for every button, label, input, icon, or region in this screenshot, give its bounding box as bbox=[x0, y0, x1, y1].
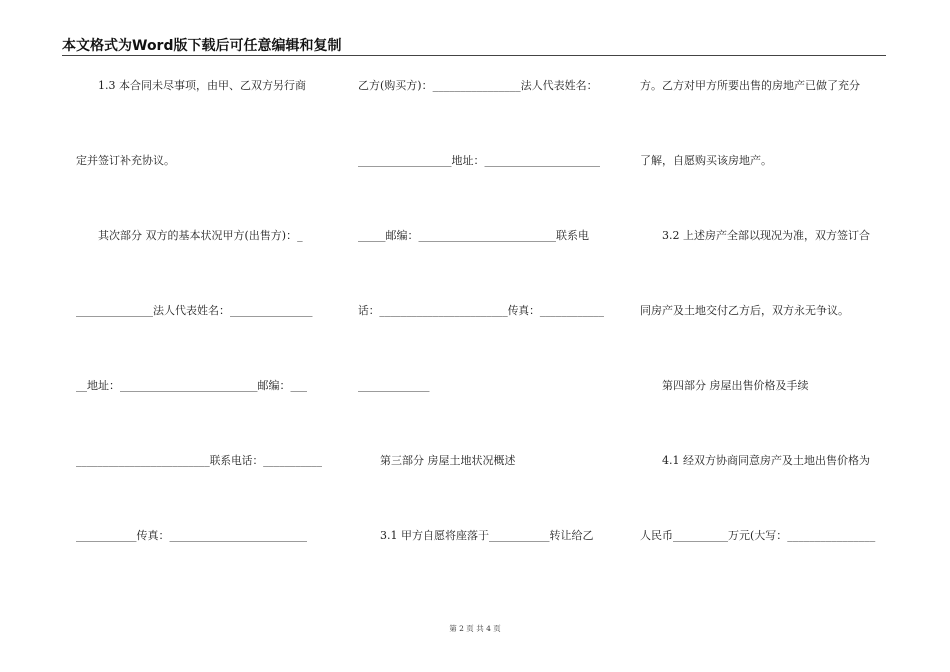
text-line: 话：________________________传真：____________ bbox=[358, 304, 604, 317]
text-line: 人民币__________万元(大写：________________ bbox=[640, 529, 876, 542]
text-line: 方。乙方对甲方所要出售的房地产已做了充分 bbox=[640, 79, 860, 92]
page-number: 第 2 页 共 4 页 bbox=[449, 624, 501, 633]
text-line: _________________地址：_____________________ bbox=[358, 154, 600, 167]
text-line: __地址：_________________________邮编：___ bbox=[76, 379, 307, 392]
text-line: 了解，自愿购买该房地产。 bbox=[640, 154, 772, 167]
text-line: _________________________联系电话：___________ bbox=[76, 454, 322, 467]
text-line: 4.1 经双方协商同意房产及土地出售价格为 bbox=[640, 454, 870, 467]
text-line: _____________ bbox=[358, 379, 430, 392]
text-line: 同房产及土地交付乙方后，双方永无争议。 bbox=[640, 304, 849, 317]
text-line: 其次部分 双方的基本状况甲方(出售方)：_ bbox=[76, 229, 303, 242]
text-line: 乙方(购买方)：________________法人代表姓名： bbox=[358, 79, 598, 92]
text-line: _____邮编：_________________________联系电 bbox=[358, 229, 589, 242]
section-heading: 第四部分 房屋出售价格及手续 bbox=[640, 379, 809, 392]
text-line: 3.1 甲方自愿将座落于___________转让给乙 bbox=[358, 529, 594, 542]
text-line: 定并签订补充协议。 bbox=[76, 154, 175, 167]
section-heading: 第三部分 房屋土地状况概述 bbox=[358, 454, 516, 467]
page-header bbox=[62, 33, 886, 56]
text-line: ______________法人代表姓名：_______________ bbox=[76, 304, 313, 317]
text-line: 3.2 上述房产全部以现况为准，双方签订合 bbox=[640, 229, 870, 242]
text-line: ___________传真：_________________________ bbox=[76, 529, 307, 542]
header-title: 本文格式为Word版下载后可任意编辑和复制 bbox=[62, 38, 342, 54]
text-line: 1.3 本合同未尽事项，由甲、乙双方另行商 bbox=[76, 79, 306, 92]
